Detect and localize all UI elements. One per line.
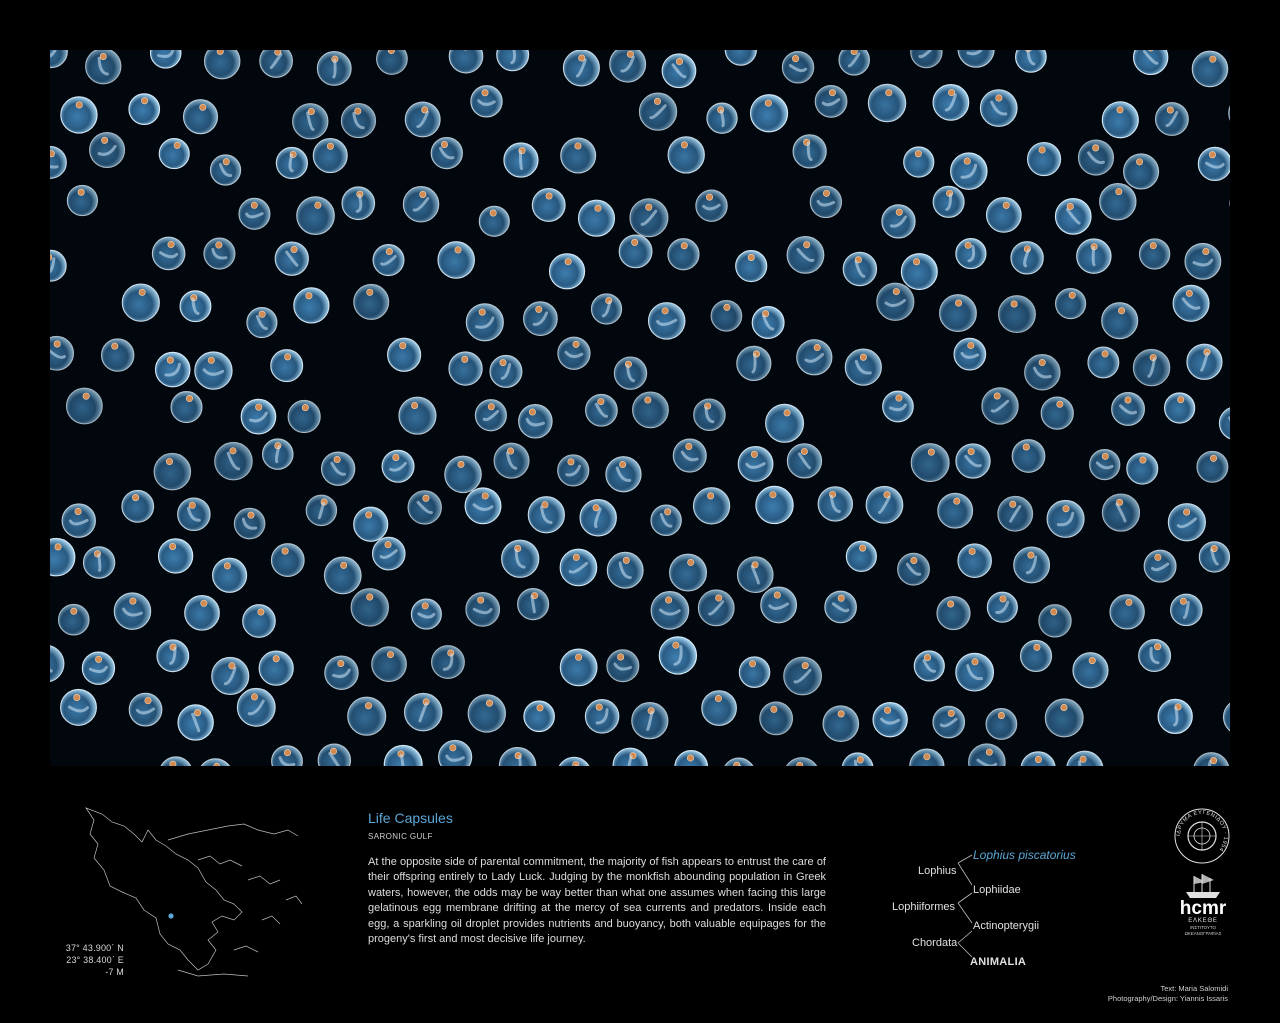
- egg: [1047, 500, 1084, 537]
- egg: [696, 190, 727, 221]
- egg: [739, 657, 769, 687]
- egg: [882, 205, 915, 238]
- egg: [1073, 653, 1108, 688]
- egg: [580, 500, 616, 536]
- egg: [550, 254, 585, 289]
- egg: [560, 549, 597, 586]
- hcmr-logo: [1172, 872, 1234, 936]
- egg: [259, 651, 293, 685]
- egg: [933, 706, 965, 738]
- egg: [479, 206, 509, 236]
- egg: [475, 400, 506, 431]
- egg: [1168, 504, 1205, 541]
- egg: [1140, 239, 1170, 269]
- egg: [560, 649, 597, 686]
- egg: [205, 50, 240, 79]
- egg: [1187, 344, 1222, 379]
- egg: [668, 239, 699, 270]
- egg: [465, 488, 501, 524]
- egg: [122, 490, 154, 522]
- egg: [519, 405, 552, 438]
- egg: [297, 197, 335, 235]
- egg: [382, 450, 414, 482]
- egg: [61, 97, 97, 133]
- egg: [999, 296, 1036, 333]
- egg: [866, 486, 903, 523]
- hcmr-sub2: ΩΚΕΑΝΟΓΡΑΦΙΑΣ: [1184, 931, 1222, 936]
- egg: [1100, 184, 1136, 220]
- egg: [129, 693, 162, 726]
- egg: [471, 86, 502, 117]
- caption-title: Life Capsules: [368, 810, 453, 826]
- egg: [787, 237, 824, 274]
- egg: [157, 640, 189, 672]
- egg: [171, 392, 202, 423]
- egg: [524, 302, 558, 336]
- egg: [243, 605, 276, 638]
- egg: [810, 186, 841, 217]
- egg: [377, 50, 408, 74]
- egg: [585, 700, 618, 733]
- caption-body: At the opposite side of parental commitment, the majority of fish appears to entrust the care of their offspring entirely to Lady Luck. Judging by the monkfish abounding population in Greek waters, however, the odds may be way better than what one assumes when facing this large gelatinous egg membrane drifting at the mercy of sea currents and predators. Inside each egg, a sparkling oil droplet provides nutrients and buoyancy, both valuable equipages for the progeny's first and most decisive life journey.: [368, 856, 826, 946]
- egg: [178, 498, 210, 530]
- egg: [898, 553, 930, 585]
- egg: [431, 137, 462, 168]
- egg: [987, 198, 1022, 233]
- egg: [158, 539, 192, 573]
- egg: [342, 187, 375, 220]
- egg: [606, 457, 641, 492]
- egg: [651, 592, 689, 630]
- egg: [122, 284, 159, 321]
- egg: [408, 491, 441, 524]
- taxon-order: Lophiiformes: [892, 901, 955, 913]
- egg: [271, 350, 303, 382]
- egg: [766, 404, 804, 442]
- taxon-genus: Lophius: [918, 865, 957, 877]
- egg: [185, 596, 220, 631]
- egg: [933, 186, 964, 217]
- egg: [293, 104, 328, 139]
- egg: [825, 591, 857, 623]
- egg: [614, 357, 646, 389]
- egg: [707, 103, 737, 133]
- egg: [738, 447, 773, 482]
- egg: [630, 199, 668, 237]
- egg: [82, 652, 114, 684]
- egg: [702, 691, 737, 726]
- egg: [986, 709, 1017, 740]
- egg: [405, 693, 442, 730]
- egg: [67, 388, 103, 424]
- egg: [1185, 243, 1221, 279]
- egg: [466, 304, 503, 341]
- egg: [883, 391, 914, 422]
- egg: [1025, 355, 1060, 390]
- egg: [784, 657, 822, 695]
- egg: [980, 90, 1017, 127]
- egg: [648, 303, 684, 339]
- egg: [711, 300, 742, 331]
- egg: [1110, 595, 1144, 629]
- egg: [846, 541, 876, 571]
- egg: [306, 495, 336, 525]
- egg: [449, 352, 482, 385]
- egg: [793, 135, 826, 168]
- egg: [651, 505, 681, 535]
- egg: [1056, 289, 1086, 319]
- egg: [502, 540, 539, 577]
- egg: [1102, 303, 1138, 339]
- longitude: 23° 38.400΄ E: [66, 955, 124, 965]
- egg: [933, 85, 969, 121]
- egg: [399, 397, 436, 434]
- egg: [938, 493, 973, 528]
- location-dot: [168, 913, 173, 918]
- egg: [154, 453, 190, 489]
- egg: [204, 238, 235, 269]
- egg: [1020, 640, 1051, 671]
- egg: [904, 147, 934, 177]
- credit-photography: Photography/Design: Yiannis Issaris: [1107, 994, 1228, 1003]
- egg: [839, 50, 869, 75]
- egg: [212, 657, 249, 694]
- egg: [1133, 349, 1169, 385]
- egg: [563, 50, 599, 86]
- egg: [561, 138, 596, 173]
- egg: [102, 339, 134, 371]
- egg: [1173, 285, 1209, 321]
- egg: [958, 544, 991, 577]
- egg: [1165, 393, 1195, 423]
- egg: [1090, 450, 1120, 480]
- taxon-phylum: Chordata: [912, 937, 958, 949]
- egg: [818, 487, 852, 521]
- eugenides-foundation-seal: [1172, 806, 1232, 866]
- egg: [982, 388, 1018, 424]
- egg: [276, 147, 307, 178]
- egg: [956, 653, 994, 691]
- egg: [159, 139, 189, 169]
- egg: [61, 689, 97, 725]
- taxon-class: Actinopterygii: [973, 920, 1040, 932]
- egg: [294, 288, 329, 323]
- egg: [662, 54, 696, 88]
- egg: [275, 242, 308, 275]
- egg: [632, 703, 668, 739]
- egg: [578, 200, 614, 236]
- egg: [405, 102, 440, 137]
- egg: [659, 637, 696, 674]
- egg: [490, 355, 522, 387]
- egg: [184, 100, 218, 134]
- egg: [234, 508, 265, 539]
- egg: [1198, 147, 1230, 180]
- latitude: 37° 43.900΄ N: [65, 943, 124, 953]
- egg: [466, 593, 500, 627]
- egg: [1077, 239, 1111, 273]
- egg: [1088, 347, 1119, 378]
- egg: [372, 647, 407, 682]
- greece-map: [48, 800, 310, 980]
- egg: [868, 84, 905, 121]
- egg: [528, 497, 564, 533]
- egg-photograph: [50, 50, 1230, 766]
- egg: [787, 444, 821, 478]
- taxon-species: Lophius piscatorius: [973, 848, 1076, 862]
- egg: [937, 597, 970, 630]
- egg: [1139, 640, 1171, 672]
- egg: [558, 337, 590, 369]
- egg: [62, 504, 95, 537]
- egg: [348, 697, 386, 735]
- egg: [494, 443, 529, 478]
- egg: [354, 507, 388, 541]
- taxon-family: Lophiidae: [973, 884, 1021, 896]
- egg: [633, 392, 669, 428]
- egg: [1192, 51, 1227, 86]
- egg: [59, 604, 90, 635]
- egg: [1012, 440, 1045, 473]
- egg: [1127, 453, 1158, 484]
- egg: [90, 133, 125, 168]
- egg: [558, 455, 589, 486]
- egg: [619, 235, 652, 268]
- egg: [1039, 605, 1071, 637]
- egg: [313, 139, 347, 173]
- egg: [532, 189, 565, 222]
- egg: [325, 656, 358, 689]
- egg: [873, 703, 907, 737]
- egg: [940, 295, 977, 332]
- egg: [1078, 140, 1113, 175]
- egg: [354, 284, 389, 319]
- egg: [411, 599, 441, 629]
- egg: [1171, 594, 1202, 625]
- egg: [518, 589, 549, 620]
- egg: [373, 245, 404, 276]
- egg: [737, 346, 771, 380]
- egg: [263, 439, 293, 469]
- egg: [698, 590, 734, 626]
- seal-text: ΙΔΡΥΜΑ ΕΥΓΕΝΙΔΟΥ · 1954: [1175, 809, 1229, 853]
- taxon-kingdom: ANIMALIA: [970, 956, 1027, 968]
- egg: [388, 338, 421, 371]
- egg: [114, 593, 150, 629]
- egg: [152, 237, 184, 269]
- egg: [86, 50, 121, 84]
- egg: [373, 537, 406, 570]
- egg: [129, 94, 160, 125]
- egg: [956, 239, 986, 269]
- egg: [403, 187, 438, 222]
- egg: [468, 695, 505, 732]
- egg: [1102, 102, 1138, 138]
- egg: [1011, 242, 1043, 274]
- egg: [237, 688, 275, 726]
- egg: [586, 394, 618, 426]
- hcmr-sub1: ΙΝΣΤΙΤΟΥΤΟ: [1190, 925, 1216, 930]
- egg: [215, 442, 252, 479]
- egg: [951, 153, 987, 189]
- egg: [751, 95, 788, 132]
- egg: [288, 400, 320, 432]
- egg: [591, 294, 621, 324]
- egg: [1041, 397, 1073, 429]
- egg: [239, 198, 270, 229]
- egg: [607, 552, 643, 588]
- egg: [998, 496, 1033, 531]
- egg: [1055, 199, 1091, 235]
- caption-subtitle: SARONIC GULF: [368, 832, 433, 841]
- egg: [1199, 542, 1229, 572]
- egg: [260, 50, 293, 77]
- egg: [1156, 103, 1189, 136]
- egg: [271, 544, 304, 577]
- egg: [524, 701, 555, 732]
- egg: [914, 651, 944, 681]
- egg: [845, 349, 881, 385]
- egg: [432, 646, 465, 679]
- egg: [213, 558, 247, 592]
- egg: [324, 557, 361, 594]
- depth: -7 M: [105, 967, 124, 977]
- egg: [1028, 142, 1061, 175]
- egg: [155, 352, 189, 386]
- egg: [317, 52, 351, 86]
- egg: [607, 650, 639, 682]
- hcmr-greek: ΕΛΚΕΘΕ: [1188, 918, 1218, 924]
- egg: [247, 308, 277, 338]
- egg: [210, 155, 240, 185]
- egg: [83, 547, 114, 578]
- egg: [782, 52, 813, 83]
- egg: [736, 251, 767, 282]
- egg: [445, 456, 481, 492]
- egg: [693, 488, 729, 524]
- egg: [956, 444, 990, 478]
- egg: [843, 252, 876, 285]
- egg: [987, 592, 1017, 622]
- egg: [351, 589, 388, 626]
- egg: [1102, 494, 1139, 531]
- egg: [1014, 547, 1050, 583]
- egg: [1197, 451, 1228, 482]
- egg: [180, 291, 211, 322]
- egg: [1112, 393, 1145, 426]
- egg: [178, 705, 213, 740]
- egg: [815, 86, 847, 118]
- egg: [901, 254, 937, 290]
- egg: [639, 93, 676, 130]
- egg: [610, 50, 646, 82]
- hcmr-name: hcmr: [1179, 898, 1227, 919]
- egg: [195, 352, 232, 389]
- credit-text: Text: Maria Salomidi: [1160, 984, 1228, 993]
- egg: [67, 185, 97, 215]
- egg: [1045, 699, 1083, 737]
- egg: [823, 706, 859, 742]
- egg: [752, 307, 784, 339]
- egg: [1158, 699, 1192, 733]
- egg: [694, 399, 725, 430]
- egg: [438, 242, 474, 278]
- egg: [761, 587, 797, 623]
- egg: [737, 557, 773, 593]
- egg: [668, 137, 704, 173]
- egg: [1124, 154, 1159, 189]
- egg: [504, 143, 538, 177]
- egg: [322, 452, 355, 485]
- egg: [1144, 550, 1176, 582]
- egg: [341, 104, 375, 138]
- egg: [954, 338, 986, 370]
- egg: [756, 486, 793, 523]
- egg: [673, 439, 706, 472]
- egg: [760, 702, 793, 735]
- egg: [241, 399, 276, 434]
- egg: [911, 444, 949, 482]
- egg: [797, 340, 832, 375]
- egg: [877, 283, 914, 320]
- egg: [670, 554, 707, 591]
